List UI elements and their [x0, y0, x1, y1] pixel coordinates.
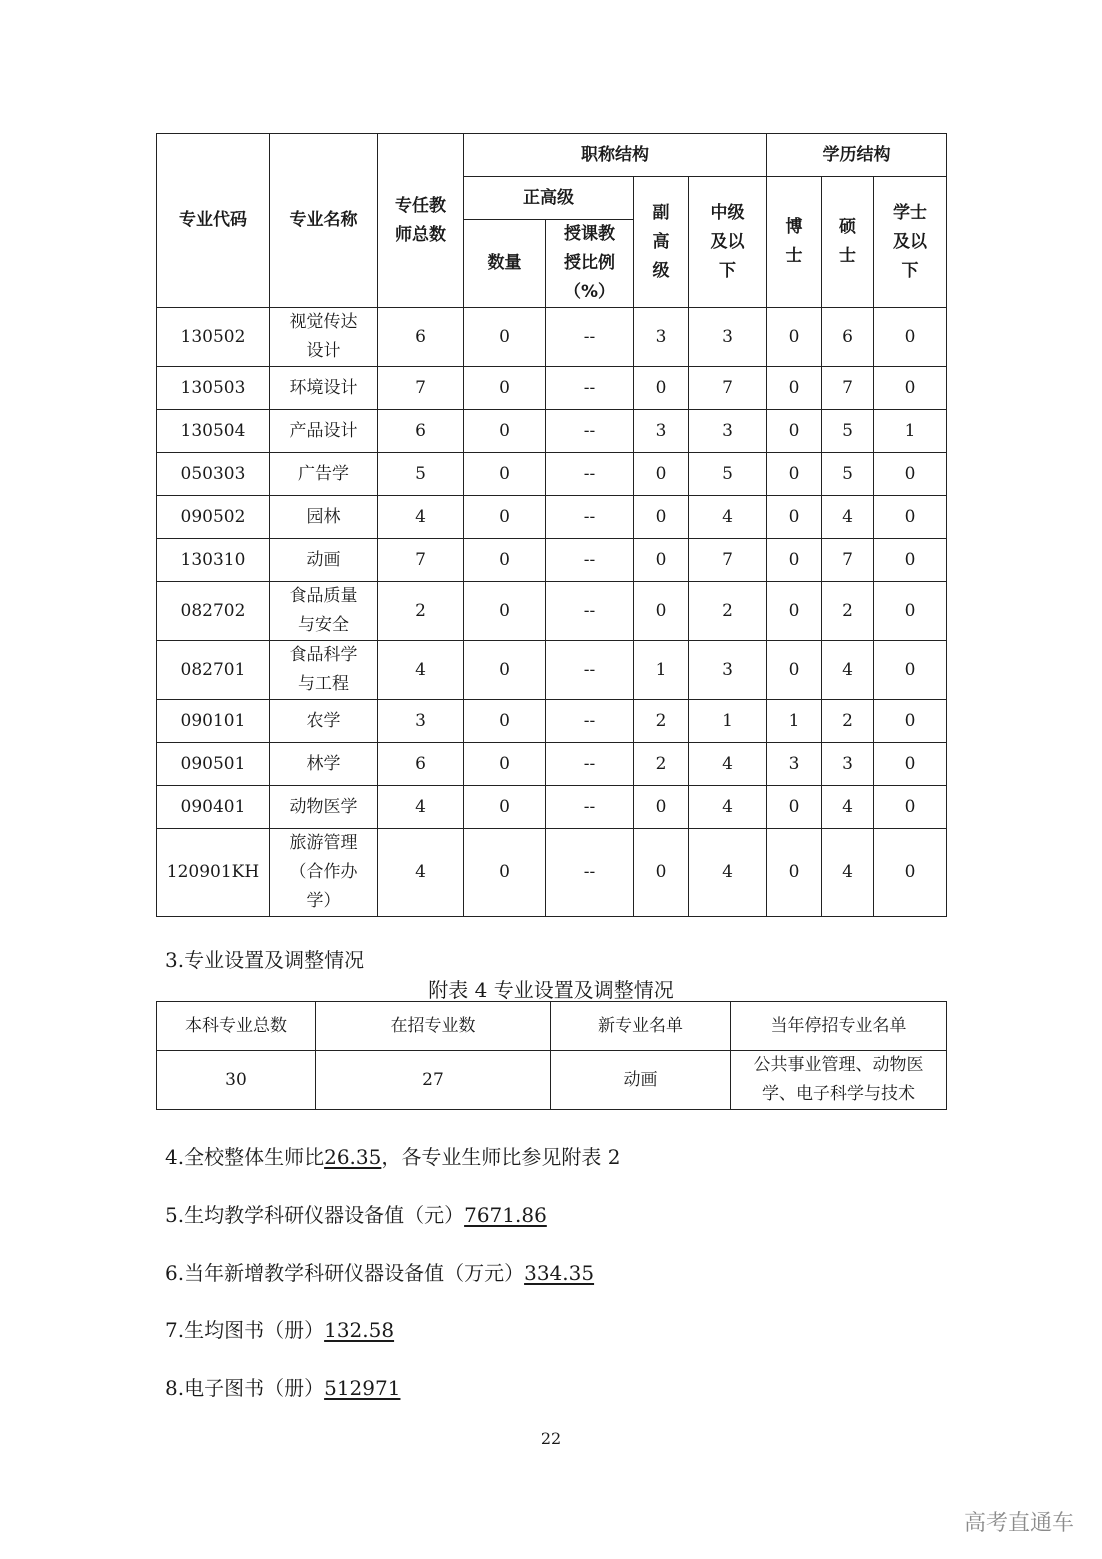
cell-teachers: 4 [378, 829, 464, 917]
cell-ratio: -- [546, 700, 634, 743]
cell-name: 视觉传达 设计 [270, 308, 378, 367]
table-row [157, 829, 947, 917]
cell-phd: 0 [767, 539, 822, 582]
cell-ratio: -- [546, 641, 634, 700]
cell-bachelor-below: 0 [874, 582, 947, 641]
cell-vice-senior: 2 [634, 743, 689, 786]
cell-mid-below: 4 [689, 786, 767, 829]
cell-teachers: 4 [378, 496, 464, 539]
table-row [157, 367, 947, 410]
cell-vice-senior: 0 [634, 453, 689, 496]
cell-teachers: 2 [378, 582, 464, 641]
cell-vice-senior: 3 [634, 308, 689, 367]
cell-vice-senior: 3 [634, 410, 689, 453]
item-4 [165, 1141, 620, 1170]
cell-code: 082702 [157, 582, 270, 641]
major-adjustment-table [156, 1001, 947, 1110]
cell-mid-below: 4 [689, 829, 767, 917]
cell-ratio: -- [546, 829, 634, 917]
cell-teachers: 7 [378, 539, 464, 582]
item-8 [165, 1372, 400, 1401]
item-6-label: 6.当年新增教学科研仪器设备值（万元） [165, 1261, 525, 1285]
header-count: 数量 [464, 220, 546, 308]
item-5-value: 7671.86 [464, 1203, 547, 1227]
header-total-majors: 本科专业总数 [157, 1002, 316, 1051]
new-majors-value: 动画 [551, 1051, 731, 1110]
cell-master: 2 [822, 582, 874, 641]
faculty-structure-table [156, 133, 947, 917]
cell-teachers: 6 [378, 410, 464, 453]
cell-phd: 0 [767, 367, 822, 410]
cell-mid-below: 5 [689, 453, 767, 496]
header-bachelor-below: 学士 及以 下 [874, 177, 947, 308]
cell-master: 4 [822, 641, 874, 700]
cell-mid-below: 1 [689, 700, 767, 743]
cell-bachelor-below: 1 [874, 410, 947, 453]
cell-senior-count: 0 [464, 367, 546, 410]
enrolling-majors-value: 27 [316, 1051, 551, 1110]
header-senior: 正高级 [464, 177, 634, 220]
cell-senior-count: 0 [464, 308, 546, 367]
cell-bachelor-below: 0 [874, 743, 947, 786]
cell-name: 产品设计 [270, 410, 378, 453]
cell-senior-count: 0 [464, 700, 546, 743]
cell-mid-below: 7 [689, 367, 767, 410]
item-4-label: 4.全校整体生师比 [165, 1145, 325, 1169]
cell-mid-below: 2 [689, 582, 767, 641]
cell-bachelor-below: 0 [874, 641, 947, 700]
cell-name: 广告学 [270, 453, 378, 496]
item-7-value: 132.58 [324, 1318, 395, 1342]
cell-bachelor-below: 0 [874, 700, 947, 743]
table-row [157, 582, 947, 641]
cell-name: 动画 [270, 539, 378, 582]
table-row [157, 700, 947, 743]
cell-senior-count: 0 [464, 641, 546, 700]
cell-master: 7 [822, 367, 874, 410]
cell-name: 农学 [270, 700, 378, 743]
item-4-value: 26.35 [324, 1145, 382, 1169]
cell-senior-count: 0 [464, 829, 546, 917]
item-5-label: 5.生均教学科研仪器设备值（元） [165, 1203, 465, 1227]
cell-teachers: 4 [378, 641, 464, 700]
cell-code: 130310 [157, 539, 270, 582]
cell-phd: 1 [767, 700, 822, 743]
item-8-label: 8.电子图书（册） [165, 1376, 325, 1400]
cell-code: 090101 [157, 700, 270, 743]
cell-code: 090502 [157, 496, 270, 539]
cell-teachers: 5 [378, 453, 464, 496]
cell-bachelor-below: 0 [874, 539, 947, 582]
cell-master: 7 [822, 539, 874, 582]
cell-master: 4 [822, 829, 874, 917]
cell-senior-count: 0 [464, 496, 546, 539]
cell-name: 林学 [270, 743, 378, 786]
item-6 [165, 1257, 594, 1286]
item-7-label: 7.生均图书（册） [165, 1318, 325, 1342]
cell-phd: 0 [767, 410, 822, 453]
cell-master: 6 [822, 308, 874, 367]
item-7 [165, 1314, 394, 1343]
cell-master: 3 [822, 743, 874, 786]
header-new-majors: 新专业名单 [551, 1002, 731, 1051]
cell-teachers: 7 [378, 367, 464, 410]
cell-ratio: -- [546, 367, 634, 410]
cell-mid-below: 7 [689, 539, 767, 582]
table-row [157, 539, 947, 582]
table-row [157, 743, 947, 786]
cell-ratio: -- [546, 582, 634, 641]
table-row [157, 641, 947, 700]
cell-code: 120901KH [157, 829, 270, 917]
table4-caption: 附表 4 专业设置及调整情况 [428, 978, 674, 1002]
cell-ratio: -- [546, 410, 634, 453]
cell-master: 2 [822, 700, 874, 743]
cell-mid-below: 3 [689, 308, 767, 367]
header-ratio: 授课教 授比例 （%） [546, 220, 634, 308]
cell-master: 4 [822, 786, 874, 829]
cell-code: 130504 [157, 410, 270, 453]
header-teachers: 专任教 师总数 [378, 134, 464, 308]
cell-code: 090501 [157, 743, 270, 786]
cell-name: 环境设计 [270, 367, 378, 410]
cell-master: 5 [822, 410, 874, 453]
cell-vice-senior: 1 [634, 641, 689, 700]
table-row [157, 496, 947, 539]
cell-code: 050303 [157, 453, 270, 496]
header-master: 硕 士 [822, 177, 874, 308]
page-number: 22 [540, 1429, 562, 1448]
cell-bachelor-below: 0 [874, 453, 947, 496]
faculty-table-body [157, 308, 947, 917]
watermark-text: 高考直通车 [963, 1511, 1074, 1536]
cell-teachers: 6 [378, 308, 464, 367]
cell-phd: 0 [767, 496, 822, 539]
cell-phd: 0 [767, 308, 822, 367]
suspended-majors-value: 公共事业管理、动物医 学、电子科学与技术 [731, 1051, 947, 1110]
cell-ratio: -- [546, 496, 634, 539]
cell-vice-senior: 0 [634, 786, 689, 829]
item-8-value: 512971 [324, 1376, 401, 1400]
header-phd: 博 士 [767, 177, 822, 308]
cell-name: 食品科学 与工程 [270, 641, 378, 700]
header-edu-structure: 学历结构 [767, 134, 947, 177]
cell-senior-count: 0 [464, 539, 546, 582]
cell-code: 090401 [157, 786, 270, 829]
header-suspended-majors: 当年停招专业名单 [731, 1002, 947, 1051]
cell-senior-count: 0 [464, 786, 546, 829]
item-4-suffix: ，各专业生师比参见附表 2 [381, 1145, 621, 1169]
cell-ratio: -- [546, 453, 634, 496]
cell-code: 130502 [157, 308, 270, 367]
cell-code: 082701 [157, 641, 270, 700]
cell-teachers: 4 [378, 786, 464, 829]
item-6-value: 334.35 [524, 1261, 595, 1285]
cell-bachelor-below: 0 [874, 829, 947, 917]
header-mid-below: 中级 及以 下 [689, 177, 767, 308]
cell-senior-count: 0 [464, 453, 546, 496]
cell-senior-count: 0 [464, 743, 546, 786]
cell-code: 130503 [157, 367, 270, 410]
cell-name: 食品质量 与安全 [270, 582, 378, 641]
cell-vice-senior: 0 [634, 539, 689, 582]
cell-mid-below: 3 [689, 641, 767, 700]
cell-phd: 0 [767, 641, 822, 700]
cell-bachelor-below: 0 [874, 367, 947, 410]
cell-phd: 0 [767, 829, 822, 917]
item-5 [165, 1199, 547, 1228]
header-title-structure: 职称结构 [464, 134, 767, 177]
cell-master: 4 [822, 496, 874, 539]
cell-ratio: -- [546, 743, 634, 786]
cell-phd: 0 [767, 786, 822, 829]
cell-name: 园林 [270, 496, 378, 539]
header-name: 专业名称 [270, 134, 378, 308]
cell-mid-below: 4 [689, 496, 767, 539]
cell-master: 5 [822, 453, 874, 496]
header-vice-senior: 副 高 级 [634, 177, 689, 308]
header-enrolling-majors: 在招专业数 [316, 1002, 551, 1051]
cell-ratio: -- [546, 786, 634, 829]
cell-teachers: 3 [378, 700, 464, 743]
cell-vice-senior: 0 [634, 582, 689, 641]
cell-phd: 0 [767, 453, 822, 496]
cell-mid-below: 4 [689, 743, 767, 786]
total-majors-value: 30 [157, 1051, 316, 1110]
table-row [157, 308, 947, 367]
cell-ratio: -- [546, 308, 634, 367]
cell-vice-senior: 0 [634, 496, 689, 539]
cell-name: 动物医学 [270, 786, 378, 829]
cell-phd: 0 [767, 582, 822, 641]
cell-phd: 3 [767, 743, 822, 786]
cell-mid-below: 3 [689, 410, 767, 453]
cell-bachelor-below: 0 [874, 786, 947, 829]
cell-name: 旅游管理 （合作办 学） [270, 829, 378, 917]
cell-senior-count: 0 [464, 582, 546, 641]
table-row [157, 453, 947, 496]
header-code: 专业代码 [157, 134, 270, 308]
cell-senior-count: 0 [464, 410, 546, 453]
cell-teachers: 6 [378, 743, 464, 786]
cell-vice-senior: 2 [634, 700, 689, 743]
table-row [157, 786, 947, 829]
cell-bachelor-below: 0 [874, 496, 947, 539]
cell-ratio: -- [546, 539, 634, 582]
section-heading-3: 3.专业设置及调整情况 [165, 948, 365, 972]
cell-bachelor-below: 0 [874, 308, 947, 367]
cell-vice-senior: 0 [634, 367, 689, 410]
cell-vice-senior: 0 [634, 829, 689, 917]
table-row [157, 410, 947, 453]
